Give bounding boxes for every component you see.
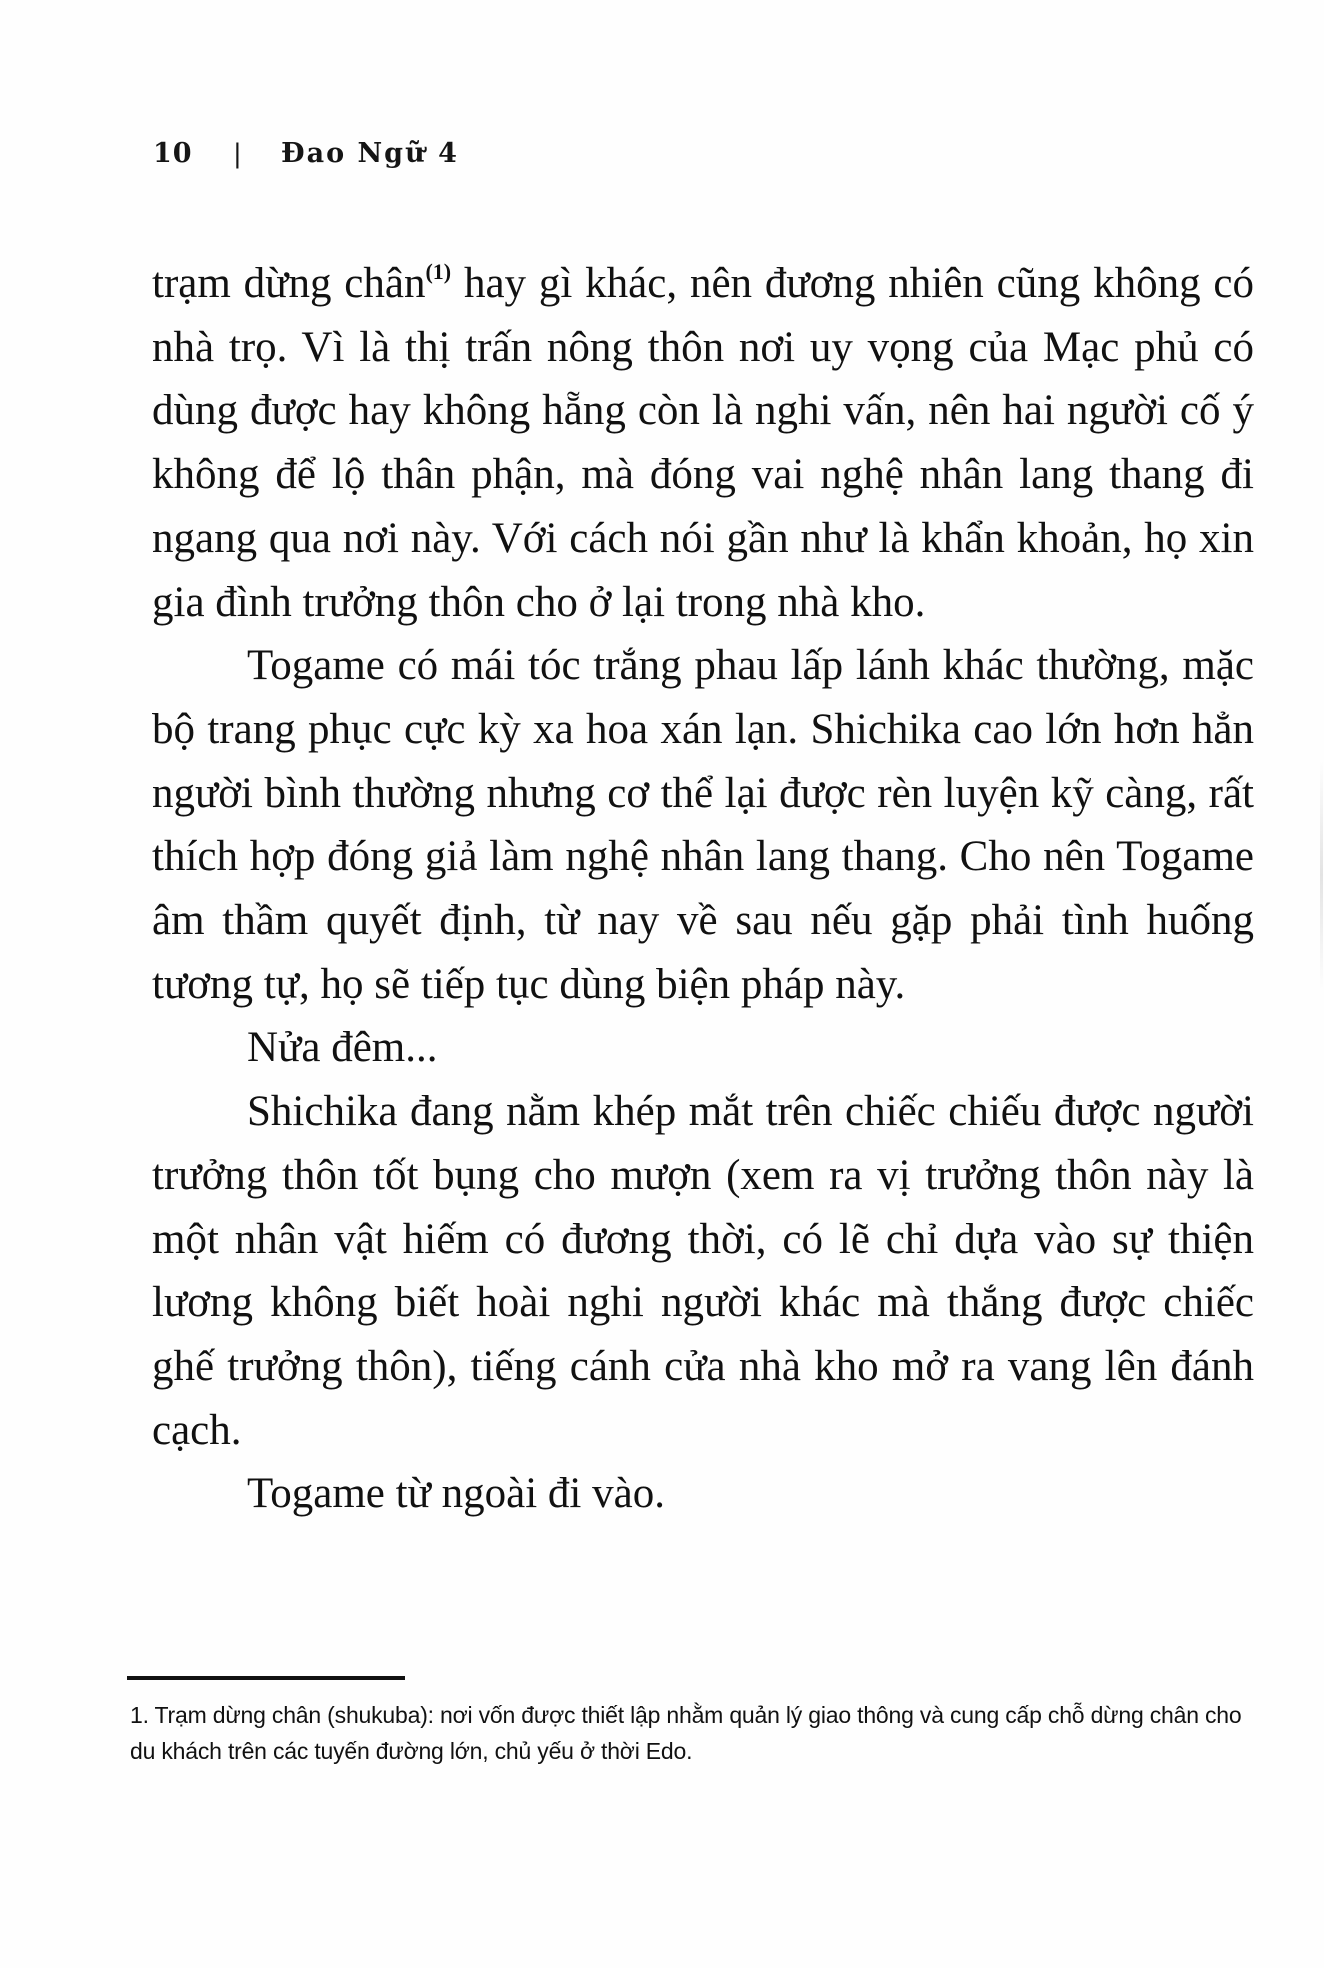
paragraph-text: hay gì khác, nên đương nhiên cũng không có nhà trọ. Vì là thị trấn nông thôn nơi uy vọng của Mạc phủ có dùng được hay không hẵng còn là nghi vấn, nên hai người cố ý không để lộ thân phận, mà đóng vai nghệ nhân lang thang đi ngang qua nơi này. Với cách nói gần như là khẩn khoản, họ xin gia đình trưởng thôn cho ở lại trong nhà kho. bbox=[152, 260, 1254, 626]
body-text bbox=[152, 252, 1254, 1526]
paragraph: Togame từ ngoài đi vào. bbox=[247, 1470, 665, 1518]
paragraph-text: trạm dừng chân bbox=[152, 260, 426, 307]
paragraph: Shichika đang nằm khép mắt trên chiếc chiếu được người trưởng thôn tốt bụng cho mượn (xem ra vị trưởng thôn này là một nhân vật hiếm có đương thời, có lẽ chỉ dựa vào sự thiện lương không biết hoài nghi người khác mà thắng được chiếc ghế trưởng thôn), tiếng cánh cửa nhà kho mở ra vang lên đánh cạch. bbox=[152, 1088, 1254, 1454]
footnote-divider bbox=[127, 1676, 405, 1680]
paragraph: Nửa đêm... bbox=[247, 1024, 438, 1072]
footnote-item: 1. Trạm dừng chân (shukuba): nơi vốn được thiết lập nhằm quản lý giao thông và cung cấp chỗ dừng chân cho du khách trên các tuyến đường lớn, chủ yếu ở thời Edo. bbox=[130, 1702, 1242, 1764]
page-number: 10 bbox=[153, 138, 193, 169]
header-separator: | bbox=[233, 139, 243, 169]
book-title: Đao Ngữ 4 bbox=[281, 138, 459, 169]
paragraph bbox=[152, 252, 1254, 634]
footnotes bbox=[130, 1697, 1255, 1769]
scan-artifact bbox=[1320, 760, 1323, 990]
paragraph: Togame có mái tóc trắng phau lấp lánh khác thường, mặc bộ trang phục cực kỳ xa hoa xán lạn. Shichika cao lớn hơn hẳn người bình thường nhưng cơ thể lại được rèn luyện kỹ càng, rất thích hợp đóng giả làm nghệ nhân lang thang. Cho nên Togame âm thầm quyết định, từ nay về sau nếu gặp phải tình huống tương tự, họ sẽ tiếp tục dùng biện pháp này. bbox=[152, 642, 1254, 1008]
footnote-reference[interactable]: (1) bbox=[425, 259, 452, 284]
running-header bbox=[153, 138, 459, 182]
